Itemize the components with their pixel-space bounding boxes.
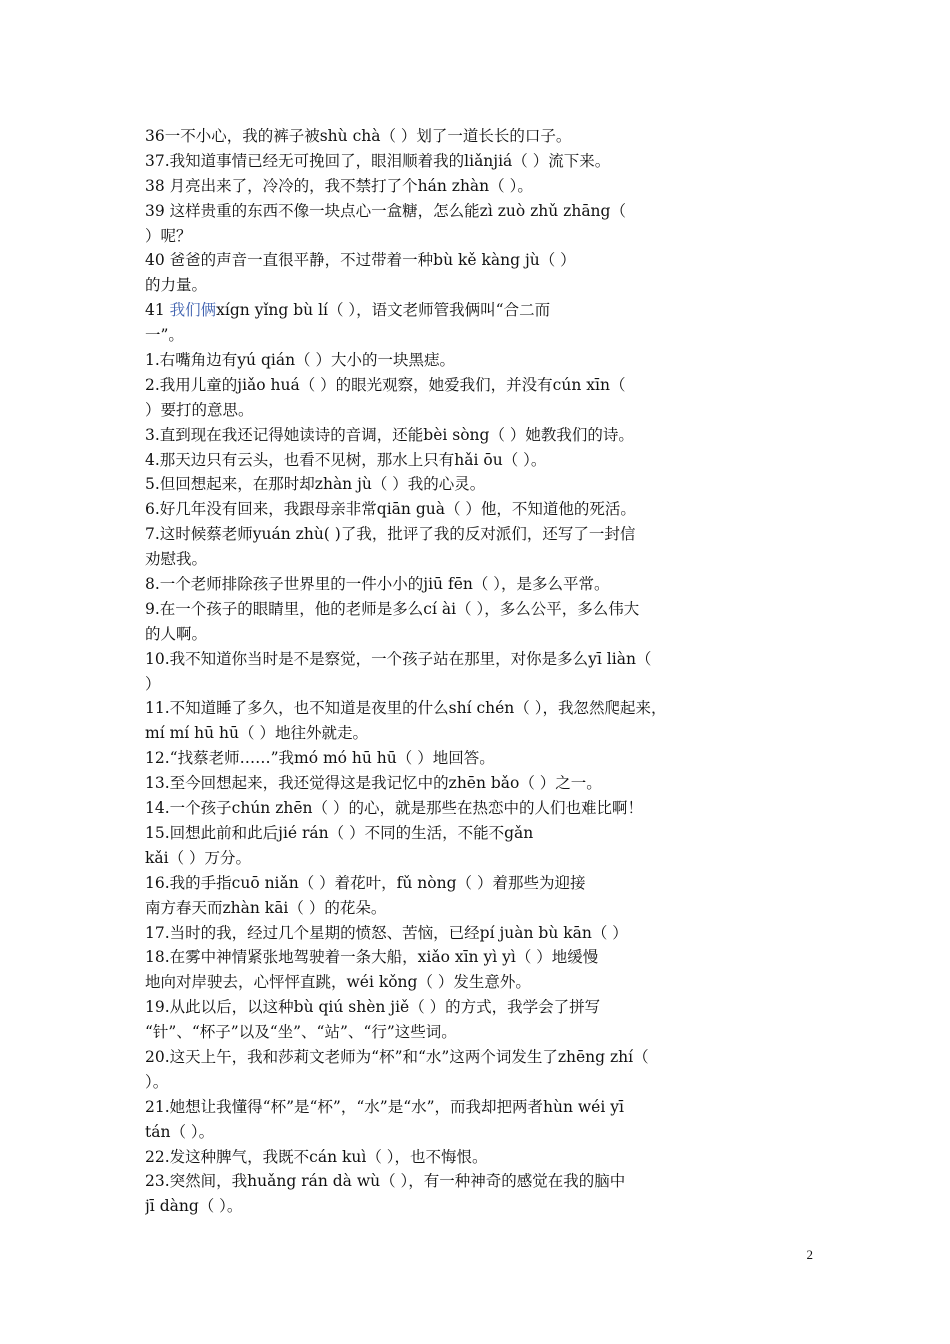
text-line: ） <box>145 674 161 693</box>
text-line: 4.那天边只有云头，也看不见树，那水上只有hǎi ōu（ ）。 <box>145 450 547 469</box>
text-line: 18.在雾中神情紧张地驾驶着一条大船，xiǎo xīn yì yì（ ）地缓慢 <box>145 948 599 967</box>
text-line: 10.我不知道你当时是不是察觉，一个孩子站在那里，对你是多么yī liàn（ <box>145 649 652 668</box>
text-line: “针”、“杯子”以及“坐”、“站”、“行”这些词。 <box>145 1023 457 1042</box>
text-line: ）呢？ <box>145 226 192 245</box>
line-prefix: 41 <box>145 301 170 320</box>
text-line: ）。 <box>145 1072 169 1091</box>
text-line: 14.一个孩子chún zhēn（ ）的心，就是那些在热恋中的人们也难比啊！ <box>145 799 643 818</box>
text-line: 20.这天上午，我和莎莉文老师为“杯”和“水”这两个词发生了zhēng zhí（ <box>145 1047 649 1066</box>
text-line: 6.好几年没有回来，我跟母亲非常qiān guà（ ）他，不知道他的死活。 <box>145 500 636 519</box>
text-line: 22.发这种脾气，我既不cán kuì（ ），也不悔恨。 <box>145 1147 488 1166</box>
text-line: kǎi（ ）万分。 <box>145 848 252 867</box>
text-line: 2.我用儿童的jiǎo huá（ ）的眼光观察，她爱我们，并没有cún xīn（ <box>145 375 626 394</box>
text-line: 12.“找蔡老师……”我mó mó hū hū（ ）地回答。 <box>145 749 495 768</box>
text-line: 的人啊。 <box>145 624 208 643</box>
text-line: 15.回想此前和此后jié rán（ ）不同的生活，不能不gǎn <box>145 823 534 842</box>
text-line: 9.在一个孩子的眼睛里，他的老师是多么cí ài（ ），多么公平，多么伟大 <box>145 599 640 618</box>
text-line: 36一不小心，我的裤子被shù chà（ ）划了一道长长的口子。 <box>145 127 572 145</box>
text-line: 13.至今回想起来，我还觉得这是我记忆中的zhēn bǎo（ ）之一。 <box>145 774 602 793</box>
text-line: 11.不知道睡了多久，也不知道是夜里的什么shí chén（ ），我忽然爬起来， <box>145 699 667 718</box>
text-line: 23.突然间，我huǎng rán dà wù（ ），有一种神奇的感觉在我的脑中 <box>145 1172 626 1191</box>
text-line: 5.但回想起来，在那时却zhàn jù（ ）我的心灵。 <box>145 475 486 494</box>
text-line: 7.这时候蔡老师yuán zhù( )了我，批评了我的反对派们，还写了一封信 <box>145 525 636 544</box>
text-line: 38 月亮出来了，冷冷的，我不禁打了个hán zhàn（ ）。 <box>145 176 533 195</box>
text-line: 1.右嘴角边有yú qián（ ）大小的一块黑痣。 <box>145 351 455 370</box>
document-body <box>145 124 811 1219</box>
text-line <box>145 298 811 323</box>
text-line: 一”。 <box>145 326 184 345</box>
text-line: 17.当时的我，经过几个星期的愤怒、苦恼，已经pí juàn bù kān（ ） <box>145 923 628 942</box>
text-line: 16.我的手指cuō niǎn（ ）着花叶，fǔ nòng（ ）着那些为迎接 <box>145 873 586 892</box>
text-line: ）要打的意思。 <box>145 400 254 419</box>
text-line: tán（ ）。 <box>145 1122 215 1141</box>
highlighted-word: 我们俩 <box>169 301 217 320</box>
text-line: 21.她想让我懂得“杯”是“杯”，“水”是“水”，而我却把两者hùn wéi yī <box>145 1097 624 1116</box>
text-line: 地向对岸驶去，心怦怦直跳，wéi kǒng（ ）发生意外。 <box>145 973 531 992</box>
text-line: 8.一个老师排除孩子世界里的一件小小的jiū fēn（ ），是多么平常。 <box>145 575 610 594</box>
text-line: 37.我知道事情已经无可挽回了，眼泪顺着我的liǎnjiá（ ）流下来。 <box>145 151 611 170</box>
page-number: 2 <box>806 1247 813 1262</box>
text-line: 南方春天而zhàn kāi（ ）的花朵。 <box>145 898 387 917</box>
text-line: 39 这样贵重的东西不像一块点心一盒糖，怎么能zì zuò zhǔ zhāng（ <box>145 201 626 220</box>
text-line: 40 爸爸的声音一直很平静，不过带着一种bù kě kàng jù（ ） <box>145 251 576 270</box>
text-line: 劝慰我。 <box>145 550 208 569</box>
text-line: mí mí hū hū（ ）地往外就走。 <box>145 724 368 743</box>
text-line: jī dàng（ ）。 <box>145 1197 243 1216</box>
text-line: 的力量。 <box>145 276 208 295</box>
text-line: 3.直到现在我还记得她读诗的音调，还能bèi sòng（ ）她教我们的诗。 <box>145 425 634 444</box>
text-line: 19.从此以后，以这种bù qiú shèn jiě（ ）的方式，我学会了拼写 <box>145 998 601 1017</box>
line-suffix: xígn yǐng bù lí（ ），语文老师管我俩叫“合二而 <box>216 301 551 320</box>
